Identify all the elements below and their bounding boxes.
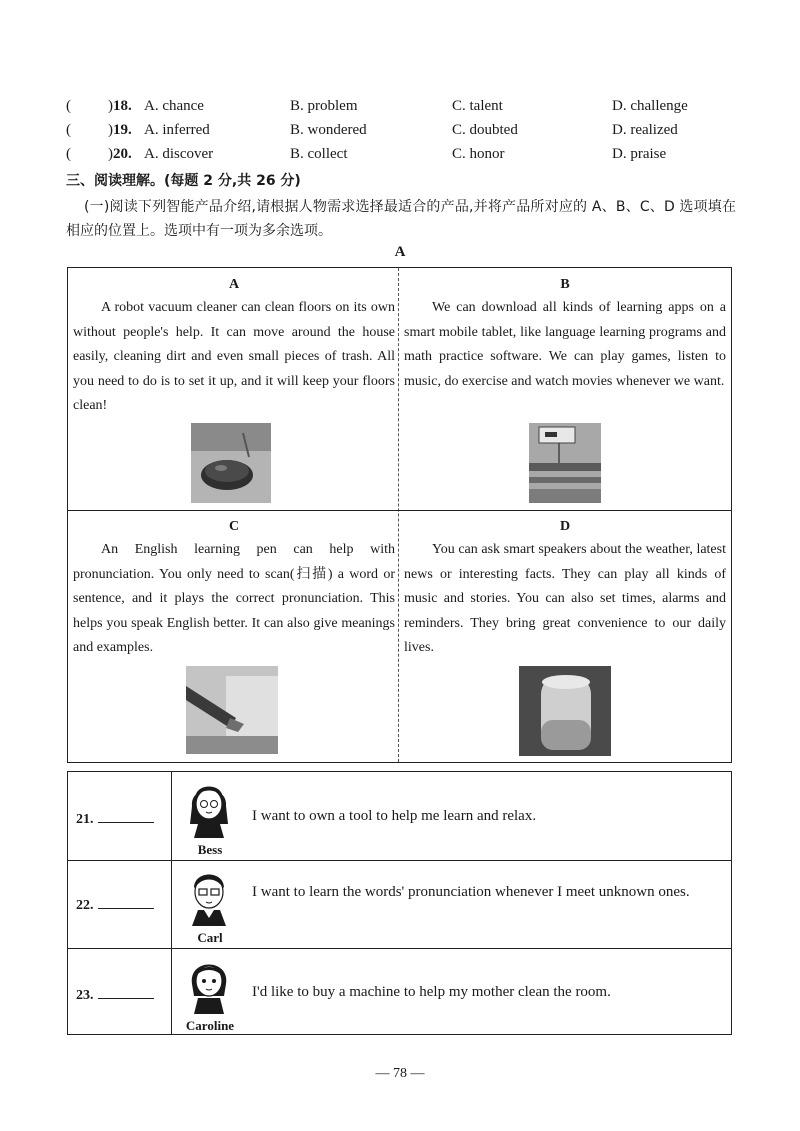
question-number: 22.	[76, 898, 94, 913]
product-letter: B	[560, 277, 570, 292]
boy-avatar-icon	[184, 864, 234, 926]
product-a	[73, 268, 395, 419]
robot-vacuum-photo	[191, 423, 271, 503]
question-20	[66, 146, 746, 168]
option-c: C. honor	[452, 146, 505, 162]
question-number: 18.	[113, 98, 132, 114]
person-need: I'd like to buy a machine to help my mother clean the room.	[252, 984, 611, 1000]
option-a: A. chance	[144, 98, 204, 114]
girl-avatar-icon	[184, 952, 234, 1014]
learning-pen-photo	[186, 666, 278, 754]
product-description: We can download all kinds of learning apps on a smart mobile tablet, like language learning programs and math practice software. We can play games, listen to music, do exercise and watch movies whenever we want.	[404, 300, 726, 389]
option-c: C. doubted	[452, 122, 518, 138]
answer-blank[interactable]	[98, 894, 154, 909]
person-name: Bess	[197, 842, 223, 857]
question-number: 20.	[113, 146, 132, 162]
answer-paren-open: (	[66, 98, 71, 114]
person-name: Carl	[197, 930, 223, 945]
column-divider	[398, 268, 399, 762]
person-row-carl	[68, 860, 731, 948]
person-need: I want to own a tool to help me learn and relax.	[252, 808, 537, 824]
answer-blank[interactable]	[98, 984, 154, 999]
answer-paren-close: )	[108, 122, 113, 138]
product-description: An English learning pen can help with pronunciation. You only need to scan(扫描) a word or sentence, and it plays the correct pronunciation. This helps you speak English better. It can also give meanings and examples.	[73, 542, 395, 655]
product-grid	[67, 267, 732, 763]
answer-paren-open: (	[66, 122, 71, 138]
question-number: 19.	[113, 122, 132, 138]
answer-paren-close: )	[108, 146, 113, 162]
option-c: C. talent	[452, 98, 503, 114]
option-d: D. challenge	[612, 98, 688, 114]
question-18	[66, 98, 746, 120]
answer-blank[interactable]	[98, 808, 154, 823]
option-a: A. discover	[144, 146, 214, 162]
page-number: — 78 —	[375, 1066, 425, 1081]
product-c	[73, 510, 395, 661]
option-d: D. praise	[612, 146, 667, 162]
option-b: B. wondered	[290, 122, 367, 138]
answer-paren-close: )	[108, 98, 113, 114]
person-row-bess	[68, 772, 731, 860]
matching-table	[67, 771, 732, 1035]
option-a: A. inferred	[144, 122, 210, 138]
section-heading: 三、阅读理解。(每题 2 分,共 26 分)	[66, 173, 301, 189]
part-label: A	[394, 244, 406, 260]
answer-paren-open: (	[66, 146, 71, 162]
product-letter: D	[559, 519, 571, 534]
product-description: You can ask smart speakers about the weather, latest news or interesting facts. They can play all kinds of music and stories. You can also set times, alarms and reminders. They bring great convenience to our daily lives.	[404, 542, 726, 655]
tablet-photo	[529, 423, 601, 503]
product-d	[404, 510, 726, 661]
question-19	[66, 122, 746, 144]
question-number: 21.	[76, 812, 94, 827]
product-letter: C	[228, 519, 240, 534]
person-need: I want to learn the words' pronunciation whenever I meet unknown ones.	[252, 884, 690, 900]
person-name: Caroline	[185, 1018, 235, 1033]
girl-avatar-icon	[184, 776, 234, 838]
instruction-text: (一)阅读下列智能产品介绍,请根据人物需求选择最适合的产品,并将产品所对应的 A、B、C、D 选项填在相应的位置上。选项中有一项为多余选项。	[66, 199, 736, 239]
product-b	[404, 268, 726, 394]
product-letter: A	[228, 277, 240, 292]
product-description: A robot vacuum cleaner can clean floors on its own without people's help. It can move around the house easily, cleaning dirt and even small pieces of trash. All you need to do is to set it up, and it will keep your floors clean!	[73, 300, 395, 413]
question-number: 23.	[76, 988, 94, 1003]
person-row-caroline	[68, 948, 731, 1036]
option-b: B. problem	[290, 98, 358, 114]
smart-speaker-photo	[519, 666, 611, 756]
option-b: B. collect	[290, 146, 348, 162]
option-d: D. realized	[612, 122, 678, 138]
